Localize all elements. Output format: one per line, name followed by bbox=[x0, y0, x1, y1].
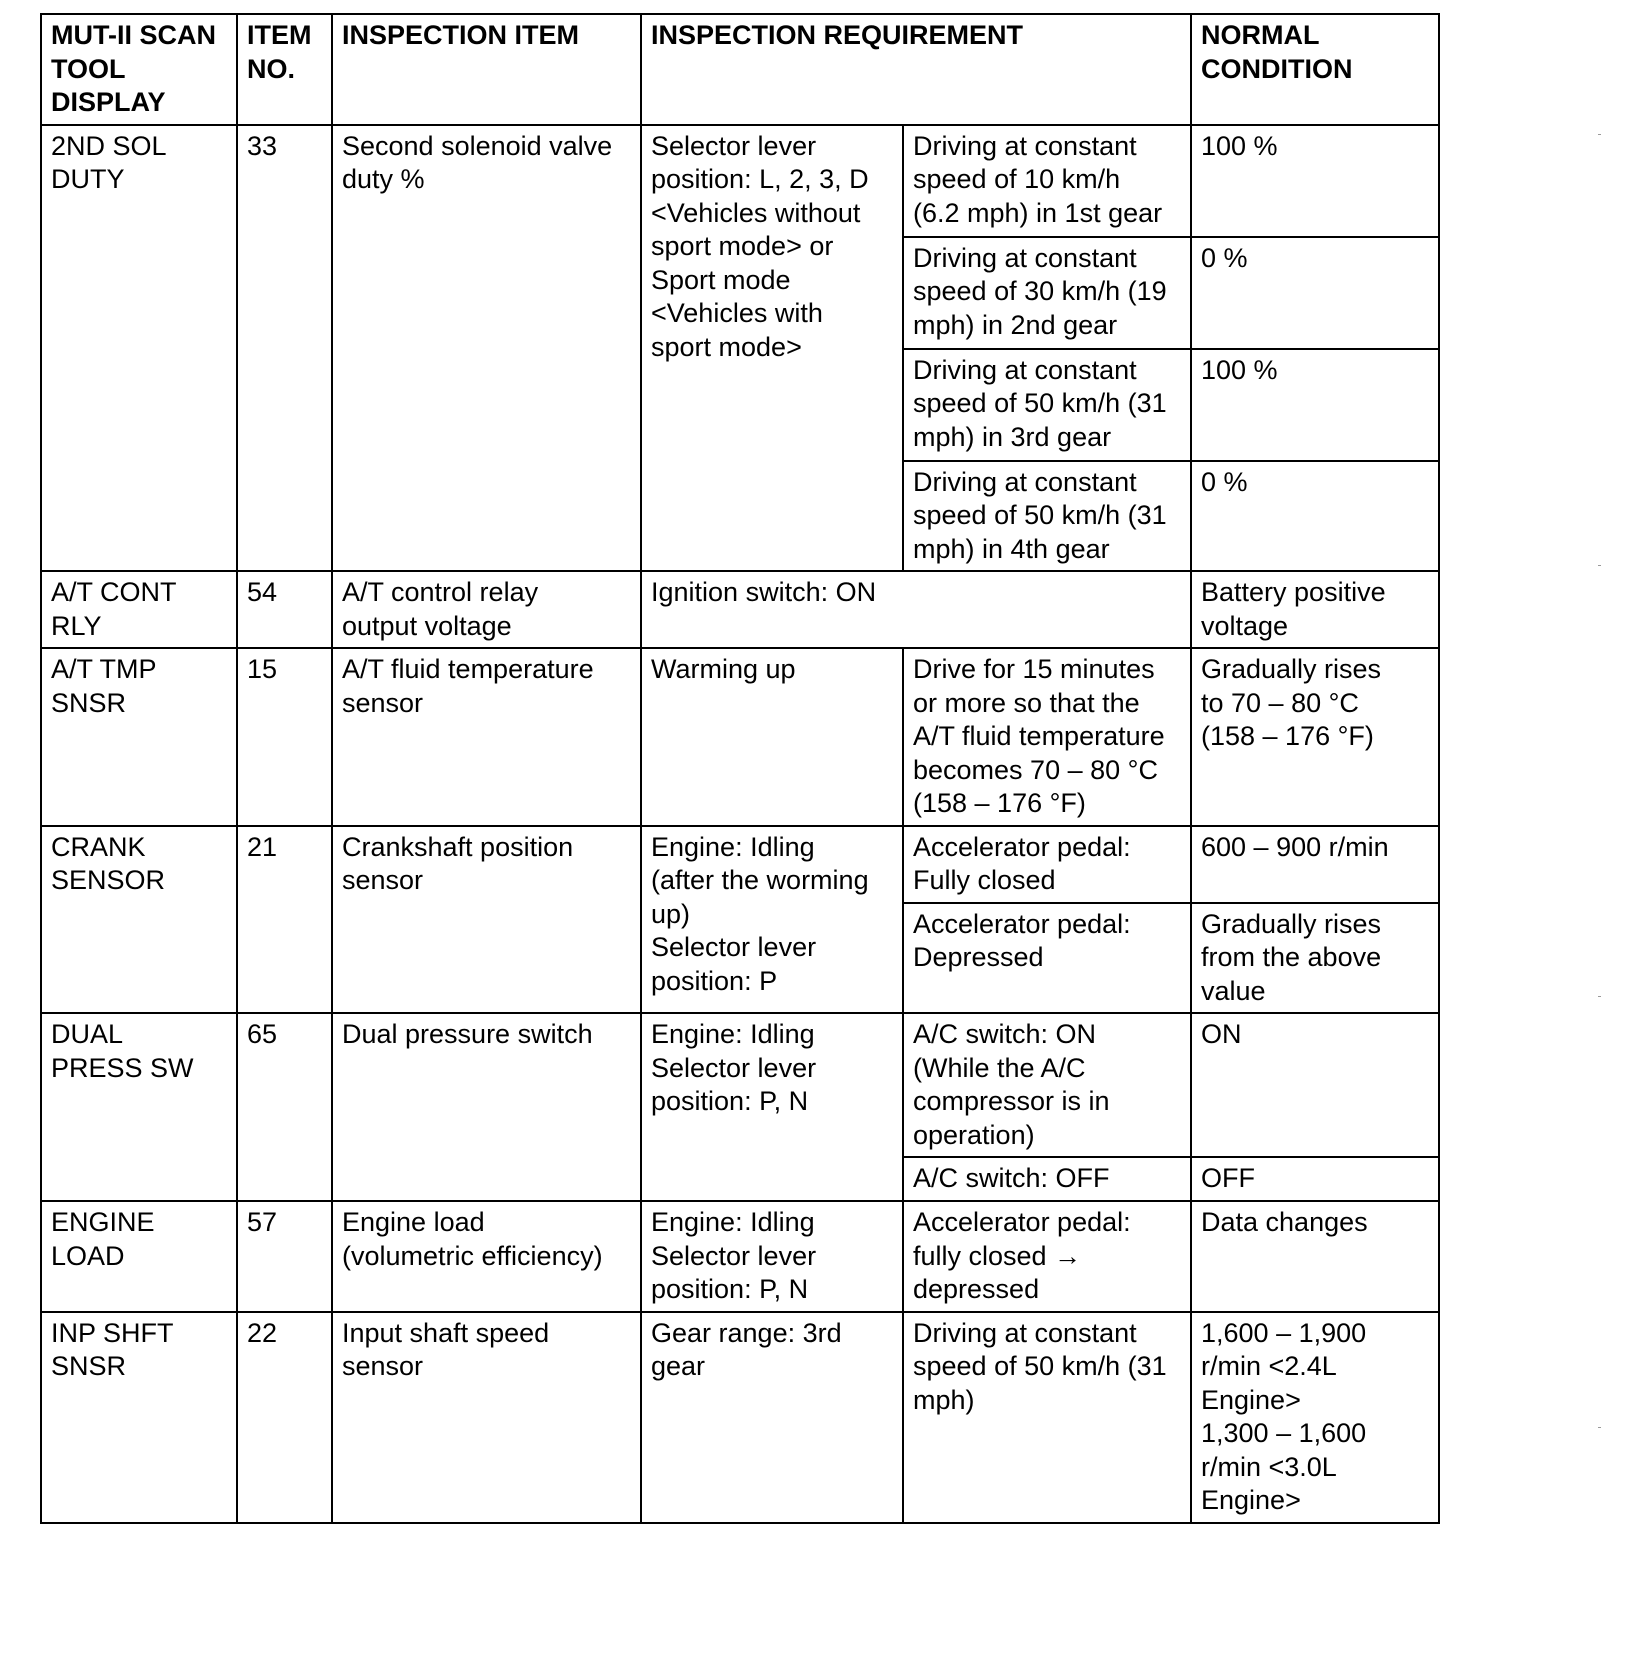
table-row bbox=[41, 1312, 1439, 1523]
normal-condition-cell: Data changes bbox=[1191, 1201, 1439, 1312]
scan-mark bbox=[1598, 565, 1601, 566]
requirement-detail-cell: Driving at constant speed of 50 km/h (31 mph) bbox=[903, 1312, 1191, 1523]
requirement-detail-cell: Driving at constant speed of 10 km/h (6.2 mph) in 1st gear bbox=[903, 125, 1191, 237]
inspection-item-cell: Engine load (volumetric efficiency) bbox=[332, 1201, 641, 1312]
scan-mark bbox=[1598, 1427, 1601, 1428]
requirement-detail-cell: Accelerator pedal: Depressed bbox=[903, 903, 1191, 1014]
requirement-detail-cell: Driving at constant speed of 50 km/h (31 mph) in 3rd gear bbox=[903, 349, 1191, 461]
normal-condition-cell: 100 % bbox=[1191, 125, 1439, 237]
normal-condition-cell: Battery positive voltage bbox=[1191, 571, 1439, 648]
table-row bbox=[41, 571, 1439, 648]
requirement-condition-cell: Warming up bbox=[641, 648, 903, 826]
inspection-item-cell: Input shaft speed sensor bbox=[332, 1312, 641, 1523]
scan-tool-display-cell: A/T CONT RLY bbox=[41, 571, 237, 648]
requirement-detail-cell: A/C switch: ON (While the A/C compressor is in operation) bbox=[903, 1013, 1191, 1157]
header-inspection-item: INSPECTION ITEM bbox=[332, 14, 641, 125]
inspection-item-cell: A/T control relay output voltage bbox=[332, 571, 641, 648]
header-inspection-requirement: INSPECTION REQUIREMENT bbox=[641, 14, 1191, 125]
scan-mark bbox=[1598, 996, 1601, 997]
item-no-cell: 21 bbox=[237, 826, 332, 1014]
scan-tool-display-cell: INP SHFT SNSR bbox=[41, 1312, 237, 1523]
scan-tool-display-cell: DUAL PRESS SW bbox=[41, 1013, 237, 1201]
inspection-item-cell: A/T fluid temperature sensor bbox=[332, 648, 641, 826]
scan-tool-display-cell: ENGINE LOAD bbox=[41, 1201, 237, 1312]
table-row bbox=[41, 1201, 1439, 1312]
normal-condition-cell: Gradually rises from the above value bbox=[1191, 903, 1439, 1014]
table-row bbox=[41, 648, 1439, 826]
inspection-item-cell: Dual pressure switch bbox=[332, 1013, 641, 1201]
normal-condition-cell: 0 % bbox=[1191, 237, 1439, 349]
normal-condition-cell: 100 % bbox=[1191, 349, 1439, 461]
inspection-item-cell: Second solenoid valve duty % bbox=[332, 125, 641, 572]
table-row bbox=[41, 125, 1439, 237]
requirement-condition-cell: Engine: Idling Selector lever position: P, N bbox=[641, 1201, 903, 1312]
normal-condition-cell: Gradually rises to 70 – 80 °C (158 – 176 °F) bbox=[1191, 648, 1439, 826]
inspection-item-cell: Crankshaft position sensor bbox=[332, 826, 641, 1014]
requirement-condition-cell: Selector lever position: L, 2, 3, D <Vehicles without sport mode> or Sport mode <Vehicles with sport mode> bbox=[641, 125, 903, 572]
header-item-no: ITEM NO. bbox=[237, 14, 332, 125]
item-no-cell: 57 bbox=[237, 1201, 332, 1312]
requirement-condition-cell: Engine: Idling Selector lever position: P, N bbox=[641, 1013, 903, 1201]
scan-mark bbox=[1598, 134, 1601, 135]
scan-tool-display-cell: CRANK SENSOR bbox=[41, 826, 237, 1014]
requirement-condition-cell: Engine: Idling (after the worming up) Selector lever position: P bbox=[641, 826, 903, 1014]
item-no-cell: 15 bbox=[237, 648, 332, 826]
table-header-row bbox=[41, 14, 1439, 125]
requirement-detail-cell: A/C switch: OFF bbox=[903, 1157, 1191, 1201]
item-no-cell: 65 bbox=[237, 1013, 332, 1201]
scan-tool-display-cell: 2ND SOL DUTY bbox=[41, 125, 237, 572]
normal-condition-cell: 1,600 – 1,900 r/min <2.4L Engine> 1,300 – 1,600 r/min <3.0L Engine> bbox=[1191, 1312, 1439, 1523]
table-row bbox=[41, 826, 1439, 903]
normal-condition-cell: 600 – 900 r/min bbox=[1191, 826, 1439, 903]
requirement-detail-cell: Driving at constant speed of 30 km/h (19 mph) in 2nd gear bbox=[903, 237, 1191, 349]
item-no-cell: 33 bbox=[237, 125, 332, 572]
item-no-cell: 54 bbox=[237, 571, 332, 648]
requirement-condition-cell: Gear range: 3rd gear bbox=[641, 1312, 903, 1523]
normal-condition-cell: 0 % bbox=[1191, 461, 1439, 572]
requirement-detail-cell: Accelerator pedal: fully closed → depressed bbox=[903, 1201, 1191, 1312]
scan-tool-display-cell: A/T TMP SNSR bbox=[41, 648, 237, 826]
normal-condition-cell: OFF bbox=[1191, 1157, 1439, 1201]
requirement-detail-cell: Accelerator pedal: Fully closed bbox=[903, 826, 1191, 903]
header-normal-condition: NORMAL CONDITION bbox=[1191, 14, 1439, 125]
normal-condition-cell: ON bbox=[1191, 1013, 1439, 1157]
inspection-table bbox=[40, 13, 1440, 1524]
requirement-detail-cell: Driving at constant speed of 50 km/h (31 mph) in 4th gear bbox=[903, 461, 1191, 572]
item-no-cell: 22 bbox=[237, 1312, 332, 1523]
requirement-detail-cell: Drive for 15 minutes or more so that the A/T fluid temperature becomes 70 – 80 °C (158 – 176 °F) bbox=[903, 648, 1191, 826]
header-scan-tool-display: MUT-II SCAN TOOL DISPLAY bbox=[41, 14, 237, 125]
table-row bbox=[41, 1013, 1439, 1157]
requirement-condition-cell: Ignition switch: ON bbox=[641, 571, 1191, 648]
